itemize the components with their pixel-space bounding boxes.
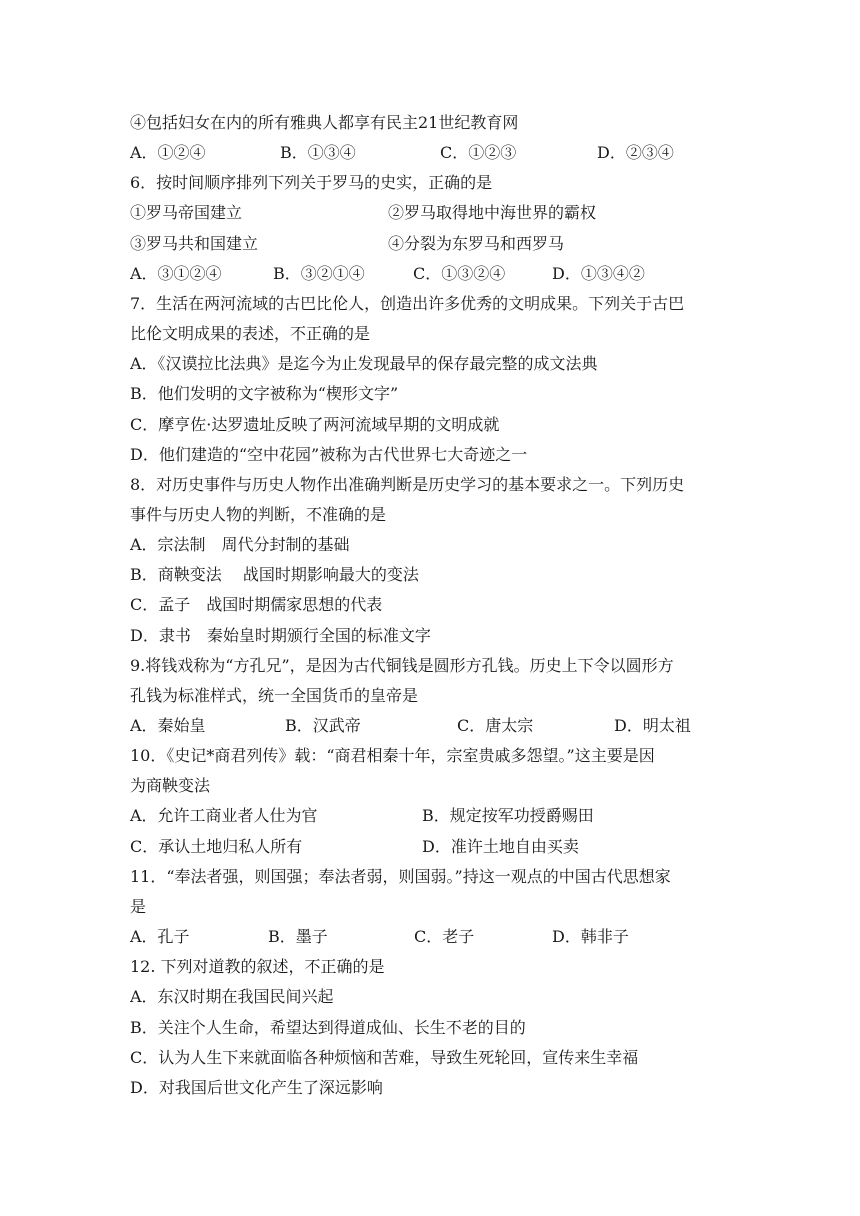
text-line: D．隶书 秦始皇时期颁行全国的标准文字 [130,626,431,645]
text-line: 7．生活在两河流域的古巴比伦人，创造出许多优秀的文明成果。下列关于古巴 [130,294,685,313]
text-line: A．《汉谟拉比法典》是迄今为止发现最早的保存最完整的成文法典 [130,354,598,373]
text-line [130,259,740,289]
option-text: ③罗马共和国建立 [130,234,259,253]
text-line [130,138,740,168]
text-line: D．他们建造的“空中花园”被称为古代世界七大奇迹之一 [130,445,528,464]
text-line [130,229,740,259]
text-line: 8．对历史事件与历史人物作出准确判断是历史学习的基本要求之一。下列历史 [130,475,685,494]
text-line: 10．《史记*商君列传》载：“商君相秦十年，宗室贵戚多怨望。”这主要是因 [130,746,655,765]
text-line: 孔钱为标准样式，统一全国货币的皇帝是 [130,686,419,705]
option-text: C．承认土地归私人所有 [130,837,303,856]
text-line: A．东汉时期在我国民间兴起 [130,987,334,1006]
text-line [130,801,740,831]
text-line: 11．“奉法者强，则国强；奉法者弱，则国弱。”持这一观点的中国古代思想家 [130,867,671,886]
option-text: D．①③④② [552,264,645,283]
text-line: 事件与历史人物的判断，不准确的是 [130,505,387,524]
text-line: C．孟子 战国时期儒家思想的代表 [130,595,383,614]
option-text: D．②③④ [597,143,674,162]
text-line: C．摩亨佐·达罗遗址反映了两河流域早期的文明成就 [130,415,500,434]
option-text: C．①②③ [440,143,517,162]
option-text: B．①③④ [280,143,356,162]
option-text: C．老子 [414,927,475,946]
option-text: D．准许土地自由买卖 [422,837,579,856]
option-text: D．韩非子 [552,927,629,946]
text-line: 是 [130,897,147,916]
option-text: B．③②①④ [273,264,365,283]
text-line: 6．按时间顺序排列下列关于罗马的史实，正确的是 [130,173,493,192]
text-line: B．商鞅变法 战国时期影响最大的变法 [130,565,419,584]
option-text: C．①③②④ [413,264,506,283]
text-line: ④包括妇女在内的所有雅典人都享有民主21世纪教育网 [130,113,519,132]
option-text: ①罗马帝国建立 [130,203,243,222]
option-text: B．墨子 [268,927,328,946]
option-text: A．③①②④ [130,264,222,283]
option-text: A．允许工商业者人仕为官 [130,806,318,825]
option-text: A．①②④ [130,143,206,162]
text-line [130,198,740,228]
text-line: C．认为人生下来就面临各种烦恼和苦难，导致生死轮回，宣传来生幸福 [130,1048,639,1067]
option-text: A．秦始皇 [130,716,206,735]
text-line: A．宗法制 周代分封制的基础 [130,535,350,554]
text-line [130,711,740,741]
text-line: 为商鞅变法 [130,776,211,795]
option-text: ④分裂为东罗马和西罗马 [388,234,565,253]
text-line [130,832,740,862]
text-line: D．对我国后世文化产生了深远影响 [130,1078,383,1097]
option-text: ②罗马取得地中海世界的霸权 [388,203,597,222]
option-text: B．规定按军功授爵赐田 [422,806,594,825]
option-text: D．明太祖 [614,716,691,735]
text-line: 9.将钱戏称为“方孔兄”，是因为古代铜钱是圆形方孔钱。历史上下令以圆形方 [130,656,674,675]
text-line: B．他们发明的文字被称为“楔形文字” [130,384,399,403]
option-text: B．汉武帝 [285,716,361,735]
option-text: C．唐太宗 [457,716,534,735]
text-line: 比伦文明成果的表述，不正确的是 [130,324,371,343]
text-line [130,922,740,952]
text-line: 12. 下列对道教的叙述，不正确的是 [130,957,385,976]
text-line: B．关注个人生命，希望达到得道成仙、长生不老的目的 [130,1018,526,1037]
option-text: A．孔子 [130,927,190,946]
